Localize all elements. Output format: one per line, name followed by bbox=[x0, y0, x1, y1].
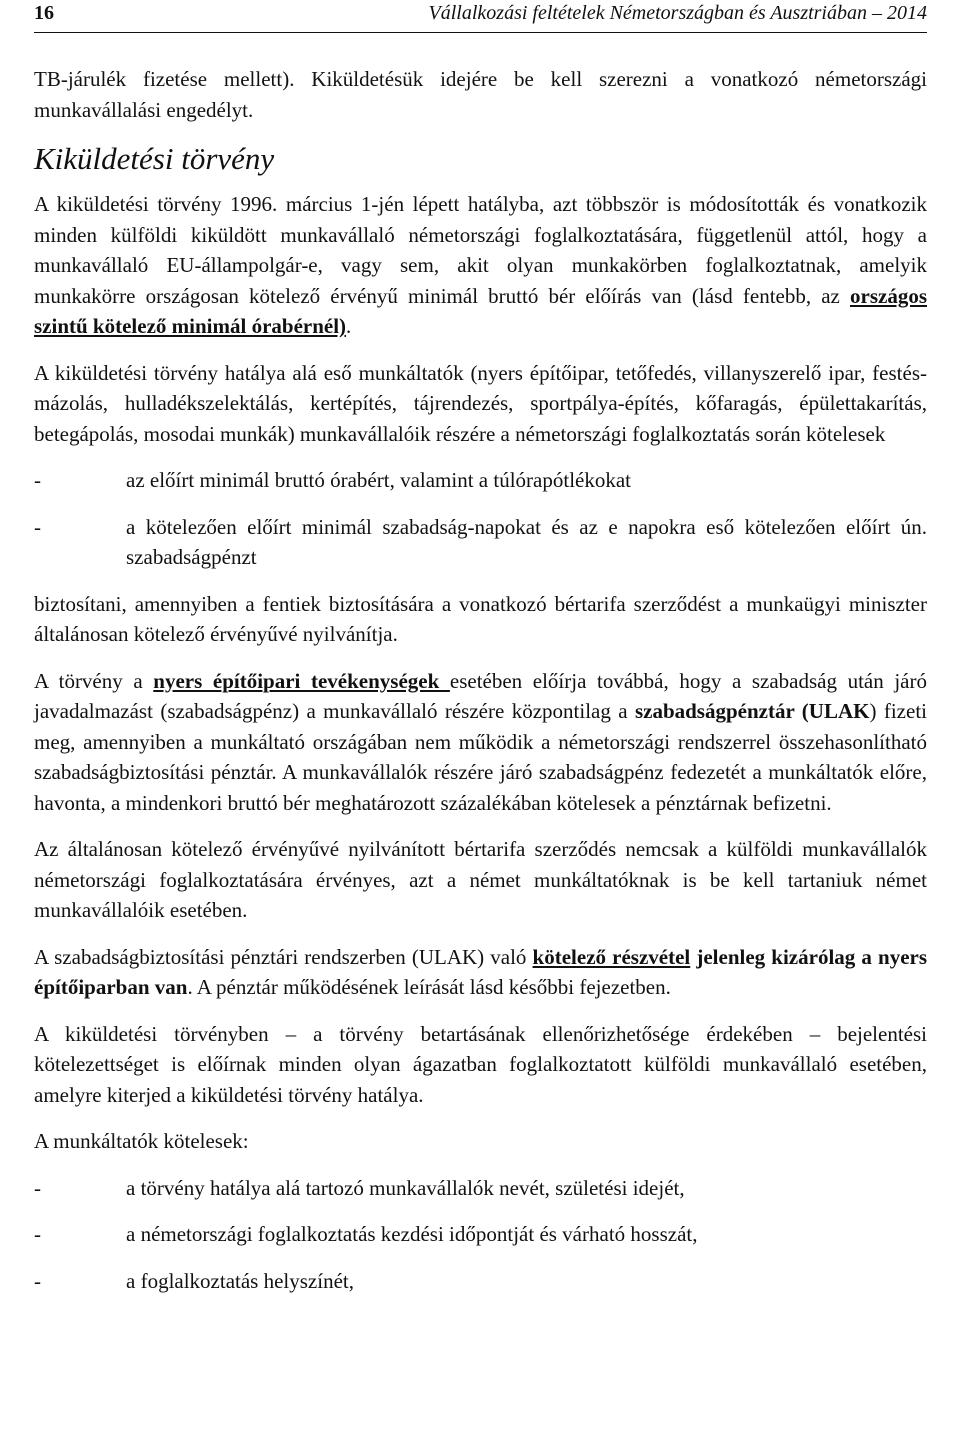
list-item bbox=[34, 1173, 927, 1204]
list-item bbox=[34, 1266, 927, 1297]
list-dash: - bbox=[34, 1268, 41, 1293]
paragraph-text: A szabadságbiztosítási pénztári rendszerben (ULAK) való bbox=[34, 944, 533, 969]
intro-paragraph: TB-járulék fizetése mellett). Kiküldetésük idejére be kell szerezni a vonatkozó németországi munkavállalási engedélyt. bbox=[34, 67, 927, 122]
construction-only-term: jelenleg kizárólag a nyers építőiparban van bbox=[34, 944, 928, 999]
list-item bbox=[34, 512, 927, 573]
list-dash: - bbox=[34, 514, 41, 539]
list-item bbox=[34, 1219, 927, 1250]
construction-activities-link[interactable]: nyers építőipari tevékenységek bbox=[153, 668, 450, 693]
paragraph-text: A törvény a bbox=[34, 668, 154, 693]
paragraph-text: A kiküldetési törvény 1996. március 1-jén lépett hatályba, azt többször is módosították és vonatkozik minden külföldi kiküldött munkavállaló németországi foglalkoztatására, függetlenül attól, hogy a munkavállaló EU-állampolgár-e, vagy sem, akit olyan munkakörben foglalkoztatnak, amelyik munkakörre országosan kötelező érvényű minimál bruttó bér előírás van (lásd fentebb, az bbox=[34, 192, 927, 308]
list-item-text: a törvény hatálya alá tartozó munkavállalók nevét, születési idejét, bbox=[126, 1175, 685, 1200]
list-dash: - bbox=[34, 468, 41, 492]
list-item bbox=[34, 465, 927, 496]
paragraph-posting-law bbox=[34, 189, 927, 342]
paragraph-obligations: A munkáltatók kötelesek: bbox=[34, 1129, 249, 1153]
list-item-text: a kötelezően előírt minimál szabadság-napokat és az e napokra eső kötelezően előírt ún. szabadságpénzt bbox=[126, 514, 927, 569]
list-dash: - bbox=[34, 1222, 41, 1246]
paragraph-tariff-contract: Az általánosan kötelező érvényűvé nyilvánított bértarifa szerződés nemcsak a külföldi munkavállalók németországi foglalkoztatására érvényes, azt a német munkáltatóknak is be kell tartaniuk német munkavállalóik esetében. bbox=[34, 837, 927, 922]
mandatory-participation-term: kötelező részvétel bbox=[532, 944, 691, 969]
ulak-bold-term: szabadságpénztár (ULAK bbox=[634, 699, 870, 723]
list-item-text: a foglalkoztatás helyszínét, bbox=[126, 1268, 354, 1293]
running-title: Vállalkozási feltételek Németországban és Ausztriában – 2014 bbox=[428, 2, 927, 24]
document-body bbox=[34, 64, 927, 1296]
paragraph-employers-scope: A kiküldetési törvény hatálya alá eső munkáltatók (nyers építőipar, tetőfedés, villanyszerelő ipar, festés-mázolás, hulladékszelektálás, kertépítés, tájrendezés, sportpálya-építés, kőfaragás, épülettakarítás, betegápolás, mosodai munkák) munkavállalóik részére a németországi foglalkoztatás során kötelesek bbox=[34, 360, 927, 446]
list-dash: - bbox=[34, 1175, 41, 1200]
paragraph-construction bbox=[34, 666, 927, 819]
paragraph-text: esetében előírja továbbá, hogy a szabadság után járó javadalmazást (szabadságpénz) a munkavállaló részére központilag a bbox=[34, 668, 927, 723]
section-heading: Kiküldetési törvény bbox=[34, 141, 275, 176]
page-number: 16 bbox=[34, 2, 54, 24]
paragraph-text: ) fizeti meg, amennyiben a munkáltató országában nem működik a németországi rendszerrel összehasonlítható szabadságbiztosítási pénztár. A munkavállalók részére járó szabadságpénz fedezetét a munkáltatók előre, havonta, a mindenkori bruttó bér meghatározott százalékában kötelesek a pénztárnak befizetni. bbox=[34, 699, 927, 815]
paragraph-ulak-participation bbox=[34, 942, 927, 1003]
list-item-text: a németországi foglalkoztatás kezdési időpontját és várható hosszát, bbox=[126, 1222, 698, 1246]
minimum-wage-link[interactable]: országos szintű kötelező minimál órabérnél) bbox=[34, 283, 927, 338]
list-item-text: az előírt minimál bruttó órabért, valamint a túlórapótlékokat bbox=[126, 468, 632, 492]
page-header bbox=[34, 0, 927, 33]
paragraph-end: . bbox=[346, 314, 352, 338]
paragraph-ensure: biztosítani, amennyiben a fentiek biztosítására a vonatkozó bértarifa szerződést a munkaügyi miniszter általánosan kötelező érvényűvé nyilvánítja. bbox=[34, 591, 927, 646]
paragraph-text: . A pénztár működésének leírását lásd későbbi fejezetben. bbox=[187, 975, 671, 999]
paragraph-notification: A kiküldetési törvényben – a törvény betartásának ellenőrizhetősége érdekében – bejelentési kötelezettséget is előírnak minden olyan ágazatban foglalkoztatott külföldi munkavállaló esetében, amelyre kiterjed a kiküldetési törvény hatálya. bbox=[34, 1021, 927, 1107]
